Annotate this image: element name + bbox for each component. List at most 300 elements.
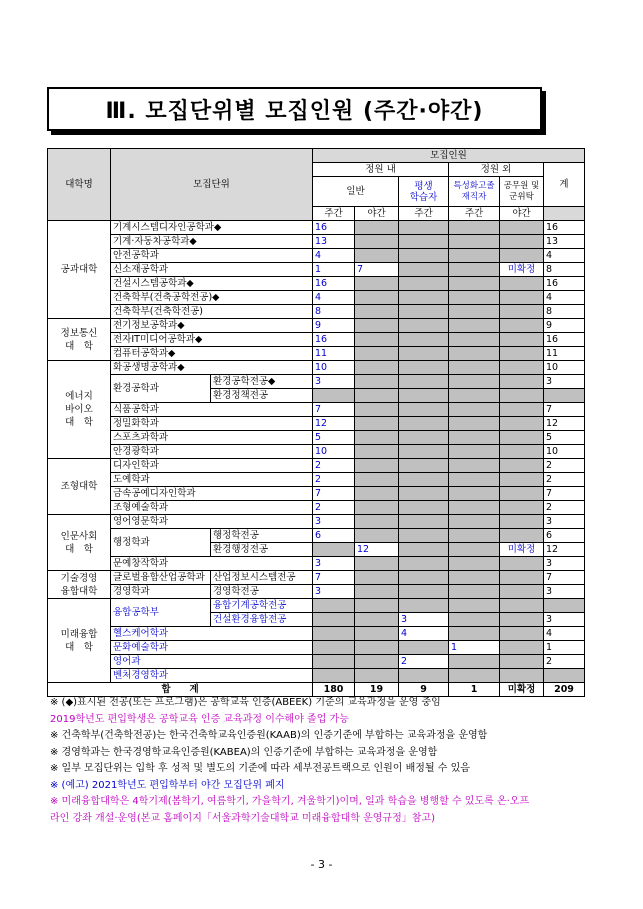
col-day: 주간: [399, 207, 449, 221]
value-cell-n1: [355, 515, 399, 529]
value-cell-t: 2: [544, 655, 585, 669]
value-cell-n2: [500, 571, 544, 585]
unit-cell: 문화예술학과: [111, 641, 313, 655]
value-cell-d2: [399, 529, 449, 543]
value-cell-n1: [355, 529, 399, 543]
value-cell-d3: [449, 263, 500, 277]
value-cell-n1: [355, 333, 399, 347]
value-cell-n2: [500, 557, 544, 571]
value-cell-n2: [500, 319, 544, 333]
value-cell-t: [544, 669, 585, 683]
unit-cell: 정밀화학과: [111, 417, 313, 431]
col-day: 주간: [313, 207, 355, 221]
total-t: 209: [544, 683, 585, 697]
value-cell-n2: [500, 431, 544, 445]
value-cell-d2: [399, 669, 449, 683]
value-cell-d3: [449, 529, 500, 543]
value-cell-d1: [313, 669, 355, 683]
value-cell-n1: [355, 599, 399, 613]
col-general: 일반: [313, 177, 399, 207]
value-cell-t: 4: [544, 249, 585, 263]
value-cell-t: 8: [544, 263, 585, 277]
value-cell-d1: 2: [313, 459, 355, 473]
table-row: [48, 669, 585, 683]
value-cell-t: 13: [544, 235, 585, 249]
value-cell-t: 10: [544, 445, 585, 459]
unit-cell: 조형예술학과: [111, 501, 313, 515]
value-cell-d3: [449, 599, 500, 613]
college-cell: 미래융합 대 학: [48, 599, 111, 683]
unit-cell: 융합공학부: [111, 599, 211, 627]
college-cell: 공과대학: [48, 221, 111, 319]
value-cell-t: 9: [544, 319, 585, 333]
value-cell-d1: 3: [313, 557, 355, 571]
unit-cell: 환경공학과: [111, 375, 211, 403]
subunit-cell: 행정학전공: [211, 529, 313, 543]
value-cell-d1: 12: [313, 417, 355, 431]
table-row: [48, 375, 585, 389]
value-cell-d3: [449, 585, 500, 599]
value-cell-d3: [449, 235, 500, 249]
note-line: 2019학년도 편입학생은 공학교육 인증 교육과정 이수해야 졸업 가능: [50, 713, 349, 725]
value-cell-d2: [399, 291, 449, 305]
value-cell-d1: [313, 543, 355, 557]
value-cell-n2: [500, 669, 544, 683]
total-d3: 1: [449, 683, 500, 697]
notes: [50, 695, 610, 827]
table-row: [48, 417, 585, 431]
college-cell: 에너지 바이오 대 학: [48, 361, 111, 459]
note-line: ※ 일부 모집단위는 입학 후 성적 및 별도의 기준에 따라 세부전공트랙으로 인원이 배정될 수 있음: [50, 763, 470, 774]
value-cell-n2: [500, 347, 544, 361]
value-cell-t: 16: [544, 333, 585, 347]
value-cell-d1: 4: [313, 291, 355, 305]
value-cell-d2: [399, 389, 449, 403]
value-cell-d2: [399, 641, 449, 655]
value-cell-d3: [449, 389, 500, 403]
note-line: ※ (◆)표시된 전공(또는 프로그램)은 공학교육 인증(ABEEK) 기준의 교육과정을 운영 중임: [50, 697, 441, 708]
unit-cell: 신소재공학과: [111, 263, 313, 277]
table-row: [48, 431, 585, 445]
value-cell-d2: [399, 347, 449, 361]
table-row: [48, 641, 585, 655]
table-row: [48, 277, 585, 291]
table-row: [48, 333, 585, 347]
value-cell-n1: [355, 571, 399, 585]
value-cell-d1: 7: [313, 571, 355, 585]
value-cell-d2: 4: [399, 627, 449, 641]
value-cell-d1: 3: [313, 585, 355, 599]
table-row: [48, 445, 585, 459]
value-cell-n2: [500, 473, 544, 487]
value-cell-d2: 3: [399, 613, 449, 627]
table-row: [48, 627, 585, 641]
note-line: 라인 강좌 개설·운영(본교 홈페이지「서울과학기술대학교 미래융합대학 운영규정」참고): [50, 812, 435, 824]
unit-cell: 안경광학과: [111, 445, 313, 459]
unit-cell: 기계시스템디자인공학과◆: [111, 221, 313, 235]
value-cell-d3: [449, 543, 500, 557]
value-cell-d3: [449, 417, 500, 431]
unit-cell: 안전공학과: [111, 249, 313, 263]
value-cell-d2: [399, 445, 449, 459]
unit-cell: 문예창작학과: [111, 557, 313, 571]
value-cell-d3: [449, 613, 500, 627]
subunit-cell: 경영학전공: [211, 585, 313, 599]
col-total: 계: [544, 163, 585, 207]
value-cell-d1: 16: [313, 333, 355, 347]
table-row: [48, 501, 585, 515]
value-cell-n2: [500, 417, 544, 431]
value-cell-d2: [399, 361, 449, 375]
value-cell-d2: [399, 417, 449, 431]
value-cell-d1: 4: [313, 249, 355, 263]
value-cell-d3: [449, 571, 500, 585]
value-cell-n1: [355, 669, 399, 683]
value-cell-t: 12: [544, 417, 585, 431]
value-cell-n1: [355, 277, 399, 291]
value-cell-n2: [500, 501, 544, 515]
value-cell-n1: [355, 613, 399, 627]
table-row: [48, 571, 585, 585]
value-cell-n2: [500, 291, 544, 305]
value-cell-n1: [355, 389, 399, 403]
table-row: [48, 557, 585, 571]
table-row: [48, 361, 585, 375]
value-cell-d2: [399, 221, 449, 235]
value-cell-n1: [355, 375, 399, 389]
value-cell-d2: [399, 473, 449, 487]
value-cell-t: 4: [544, 627, 585, 641]
value-cell-d2: [399, 459, 449, 473]
unit-cell: 화공생명공학과◆: [111, 361, 313, 375]
value-cell-d3: [449, 347, 500, 361]
value-cell-d1: [313, 641, 355, 655]
total-n1: 19: [355, 683, 399, 697]
value-cell-n2: [500, 599, 544, 613]
table-row: [48, 599, 585, 613]
table-row: [48, 221, 585, 235]
value-cell-n1: [355, 417, 399, 431]
unit-cell: 건축학부(건축공학전공)◆: [111, 291, 313, 305]
unit-cell: 식품공학과: [111, 403, 313, 417]
col-night: 야간: [355, 207, 399, 221]
value-cell-t: 7: [544, 487, 585, 501]
table-row: [48, 459, 585, 473]
value-cell-d3: [449, 515, 500, 529]
unit-cell: 기계·자동차공학과◆: [111, 235, 313, 249]
value-cell-t: 2: [544, 501, 585, 515]
value-cell-d3: [449, 361, 500, 375]
value-cell-t: 1: [544, 641, 585, 655]
value-cell-d3: [449, 459, 500, 473]
unit-cell: 건축학부(건축학전공): [111, 305, 313, 319]
unit-cell: 헬스케어학과: [111, 627, 313, 641]
value-cell-n2: [500, 375, 544, 389]
value-cell-d1: [313, 655, 355, 669]
value-cell-d2: [399, 375, 449, 389]
value-cell-n2: [500, 515, 544, 529]
note-line: ※ (예고) 2021학년도 편입학부터 야간 모집단위 폐지: [50, 779, 285, 791]
unit-cell: 벤처경영학과: [111, 669, 313, 683]
value-cell-n2: 미확정: [500, 543, 544, 557]
col-special: 특성화고졸 재직자: [449, 177, 500, 207]
value-cell-n2: [500, 641, 544, 655]
value-cell-d1: 13: [313, 235, 355, 249]
value-cell-n2: [500, 305, 544, 319]
value-cell-n2: [500, 235, 544, 249]
value-cell-d3: [449, 403, 500, 417]
unit-cell: 건설시스템공학과◆: [111, 277, 313, 291]
value-cell-d2: [399, 557, 449, 571]
page-number: - 3 -: [310, 858, 333, 871]
value-cell-n2: [500, 445, 544, 459]
value-cell-d2: [399, 305, 449, 319]
value-cell-d1: 1: [313, 263, 355, 277]
value-cell-n2: [500, 221, 544, 235]
value-cell-n1: [355, 459, 399, 473]
unit-cell: 전기정보공학과◆: [111, 319, 313, 333]
table-row: [48, 291, 585, 305]
table-row: [48, 319, 585, 333]
value-cell-d1: 9: [313, 319, 355, 333]
value-cell-n1: [355, 501, 399, 515]
col-enroll: 모집인원: [313, 149, 585, 163]
col-out-quota: 정원 외: [449, 163, 544, 177]
table-row: [48, 655, 585, 669]
value-cell-n2: [500, 333, 544, 347]
value-cell-d2: [399, 249, 449, 263]
value-cell-d1: [313, 627, 355, 641]
value-cell-n1: [355, 557, 399, 571]
value-cell-d3: [449, 473, 500, 487]
value-cell-t: [544, 599, 585, 613]
subunit-cell: 환경행정전공: [211, 543, 313, 557]
value-cell-t: 3: [544, 613, 585, 627]
unit-cell: 금속공예디자인학과: [111, 487, 313, 501]
value-cell-t: 4: [544, 291, 585, 305]
value-cell-t: 7: [544, 403, 585, 417]
value-cell-d1: [313, 613, 355, 627]
table-row: [48, 235, 585, 249]
value-cell-d2: [399, 277, 449, 291]
value-cell-n2: [500, 585, 544, 599]
value-cell-t: 7: [544, 571, 585, 585]
value-cell-d3: [449, 655, 500, 669]
value-cell-d1: 8: [313, 305, 355, 319]
value-cell-t: 5: [544, 431, 585, 445]
value-cell-d1: 16: [313, 277, 355, 291]
unit-cell: 디자인학과: [111, 459, 313, 473]
total-label: 합 계: [48, 683, 313, 697]
table-row: [48, 515, 585, 529]
value-cell-d2: [399, 319, 449, 333]
total-d1: 180: [313, 683, 355, 697]
value-cell-d1: 2: [313, 473, 355, 487]
table-row: [48, 473, 585, 487]
value-cell-d2: [399, 543, 449, 557]
col-day: 주간: [449, 207, 500, 221]
table-row: [48, 249, 585, 263]
subunit-cell: 산업정보시스템전공: [211, 571, 313, 585]
value-cell-d2: [399, 263, 449, 277]
table-row: [48, 403, 585, 417]
value-cell-t: 16: [544, 221, 585, 235]
value-cell-n2: [500, 627, 544, 641]
value-cell-d2: [399, 333, 449, 347]
unit-cell: 영어과: [111, 655, 313, 669]
col-in-quota: 정원 내: [313, 163, 449, 177]
table-row: [48, 585, 585, 599]
value-cell-d3: [449, 431, 500, 445]
value-cell-d1: 5: [313, 431, 355, 445]
value-cell-d3: 1: [449, 641, 500, 655]
value-cell-d3: [449, 291, 500, 305]
value-cell-n1: [355, 361, 399, 375]
value-cell-n1: 7: [355, 263, 399, 277]
value-cell-n1: [355, 487, 399, 501]
col-night: 야간: [500, 207, 544, 221]
value-cell-n1: [355, 627, 399, 641]
value-cell-d1: 16: [313, 221, 355, 235]
value-cell-n1: [355, 585, 399, 599]
value-cell-t: [544, 389, 585, 403]
col-college: 대학명: [48, 149, 111, 221]
value-cell-t: 16: [544, 277, 585, 291]
value-cell-d2: [399, 501, 449, 515]
value-cell-n1: [355, 655, 399, 669]
value-cell-d3: [449, 319, 500, 333]
value-cell-t: 3: [544, 557, 585, 571]
value-cell-n1: [355, 319, 399, 333]
value-cell-n1: [355, 291, 399, 305]
note-line: ※ 건축학부(건축학전공)는 한국건축학교육인증원(KAAB)의 인증기준에 부합하는 교육과정을 운영함: [50, 730, 488, 741]
value-cell-d3: [449, 669, 500, 683]
value-cell-d3: [449, 277, 500, 291]
note-line: ※ 미래융합대학은 4학기제(봄학기, 여름학기, 가을학기, 겨울학기)이며, 일과 학습을 병행할 수 있도록 온·오프: [50, 796, 530, 807]
value-cell-n1: [355, 235, 399, 249]
value-cell-n1: [355, 641, 399, 655]
college-cell: 인문사회 대 학: [48, 515, 111, 571]
value-cell-n2: [500, 403, 544, 417]
col-unit: 모집단위: [111, 149, 313, 221]
value-cell-t: 8: [544, 305, 585, 319]
unit-cell: 영어영문학과: [111, 515, 313, 529]
value-cell-d3: [449, 333, 500, 347]
unit-cell: 행정학과: [111, 529, 211, 557]
value-cell-d3: [449, 627, 500, 641]
unit-cell: 컴퓨터공학과◆: [111, 347, 313, 361]
value-cell-t: 2: [544, 459, 585, 473]
col-lifelong: 평생 학습자: [399, 177, 449, 207]
value-cell-t: 2: [544, 473, 585, 487]
value-cell-d2: [399, 585, 449, 599]
value-cell-n1: [355, 347, 399, 361]
value-cell-n1: [355, 221, 399, 235]
value-cell-t: 10: [544, 361, 585, 375]
value-cell-d1: [313, 389, 355, 403]
value-cell-n1: [355, 403, 399, 417]
note-line: ※ 경영학과는 한국경영학교육인증원(KABEA)의 인증기준에 부합하는 교육과정을 운영함: [50, 746, 438, 758]
value-cell-d2: [399, 403, 449, 417]
value-cell-t: 3: [544, 375, 585, 389]
college-cell: 조형대학: [48, 459, 111, 515]
value-cell-n2: 미확정: [500, 263, 544, 277]
subunit-cell: 융합기계공학전공: [211, 599, 313, 613]
value-cell-d2: [399, 431, 449, 445]
value-cell-d3: [449, 221, 500, 235]
table-row: [48, 347, 585, 361]
value-cell-n2: [500, 487, 544, 501]
value-cell-d3: [449, 445, 500, 459]
total-n2: 미확정: [500, 683, 544, 697]
value-cell-d3: [449, 557, 500, 571]
value-cell-d1: 10: [313, 361, 355, 375]
value-cell-d1: 3: [313, 375, 355, 389]
value-cell-d2: [399, 235, 449, 249]
value-cell-n2: [500, 655, 544, 669]
unit-cell: 전자IT미디어공학과◆: [111, 333, 313, 347]
value-cell-n2: [500, 389, 544, 403]
col-total-blank: [544, 207, 585, 221]
unit-cell: 스포츠과학과: [111, 431, 313, 445]
value-cell-n2: [500, 459, 544, 473]
value-cell-n2: [500, 613, 544, 627]
value-cell-d1: 7: [313, 487, 355, 501]
value-cell-t: 6: [544, 529, 585, 543]
value-cell-d1: [313, 599, 355, 613]
value-cell-d1: 6: [313, 529, 355, 543]
value-cell-n1: [355, 431, 399, 445]
value-cell-d1: 3: [313, 515, 355, 529]
value-cell-d1: 10: [313, 445, 355, 459]
value-cell-t: 3: [544, 585, 585, 599]
value-cell-n2: [500, 249, 544, 263]
unit-cell: 경영학과: [111, 585, 211, 599]
value-cell-n1: [355, 473, 399, 487]
value-cell-d2: [399, 571, 449, 585]
value-cell-d1: 11: [313, 347, 355, 361]
table-row: [48, 305, 585, 319]
value-cell-d1: 2: [313, 501, 355, 515]
value-cell-t: 3: [544, 515, 585, 529]
table-row: [48, 263, 585, 277]
value-cell-d2: [399, 515, 449, 529]
subunit-cell: 건설환경융합전공: [211, 613, 313, 627]
value-cell-n2: [500, 529, 544, 543]
value-cell-n1: [355, 445, 399, 459]
value-cell-d2: 2: [399, 655, 449, 669]
value-cell-d2: [399, 599, 449, 613]
value-cell-n1: [355, 305, 399, 319]
col-public: 공무원 및 군위탁: [500, 177, 544, 207]
value-cell-n2: [500, 277, 544, 291]
value-cell-n2: [500, 361, 544, 375]
value-cell-t: 11: [544, 347, 585, 361]
value-cell-t: 12: [544, 543, 585, 557]
enrollment-table: [47, 148, 585, 697]
value-cell-n1: [355, 249, 399, 263]
value-cell-d3: [449, 375, 500, 389]
value-cell-n1: 12: [355, 543, 399, 557]
value-cell-d3: [449, 501, 500, 515]
value-cell-d1: 7: [313, 403, 355, 417]
unit-cell: 도예학과: [111, 473, 313, 487]
college-cell: 기술경영 융합대학: [48, 571, 111, 599]
page-title: Ⅲ. 모집단위별 모집인원 (주간·야간): [47, 87, 542, 131]
unit-cell: 글로벌융합산업공학과: [111, 571, 211, 585]
subunit-cell: 환경정책전공: [211, 389, 313, 403]
value-cell-d3: [449, 249, 500, 263]
